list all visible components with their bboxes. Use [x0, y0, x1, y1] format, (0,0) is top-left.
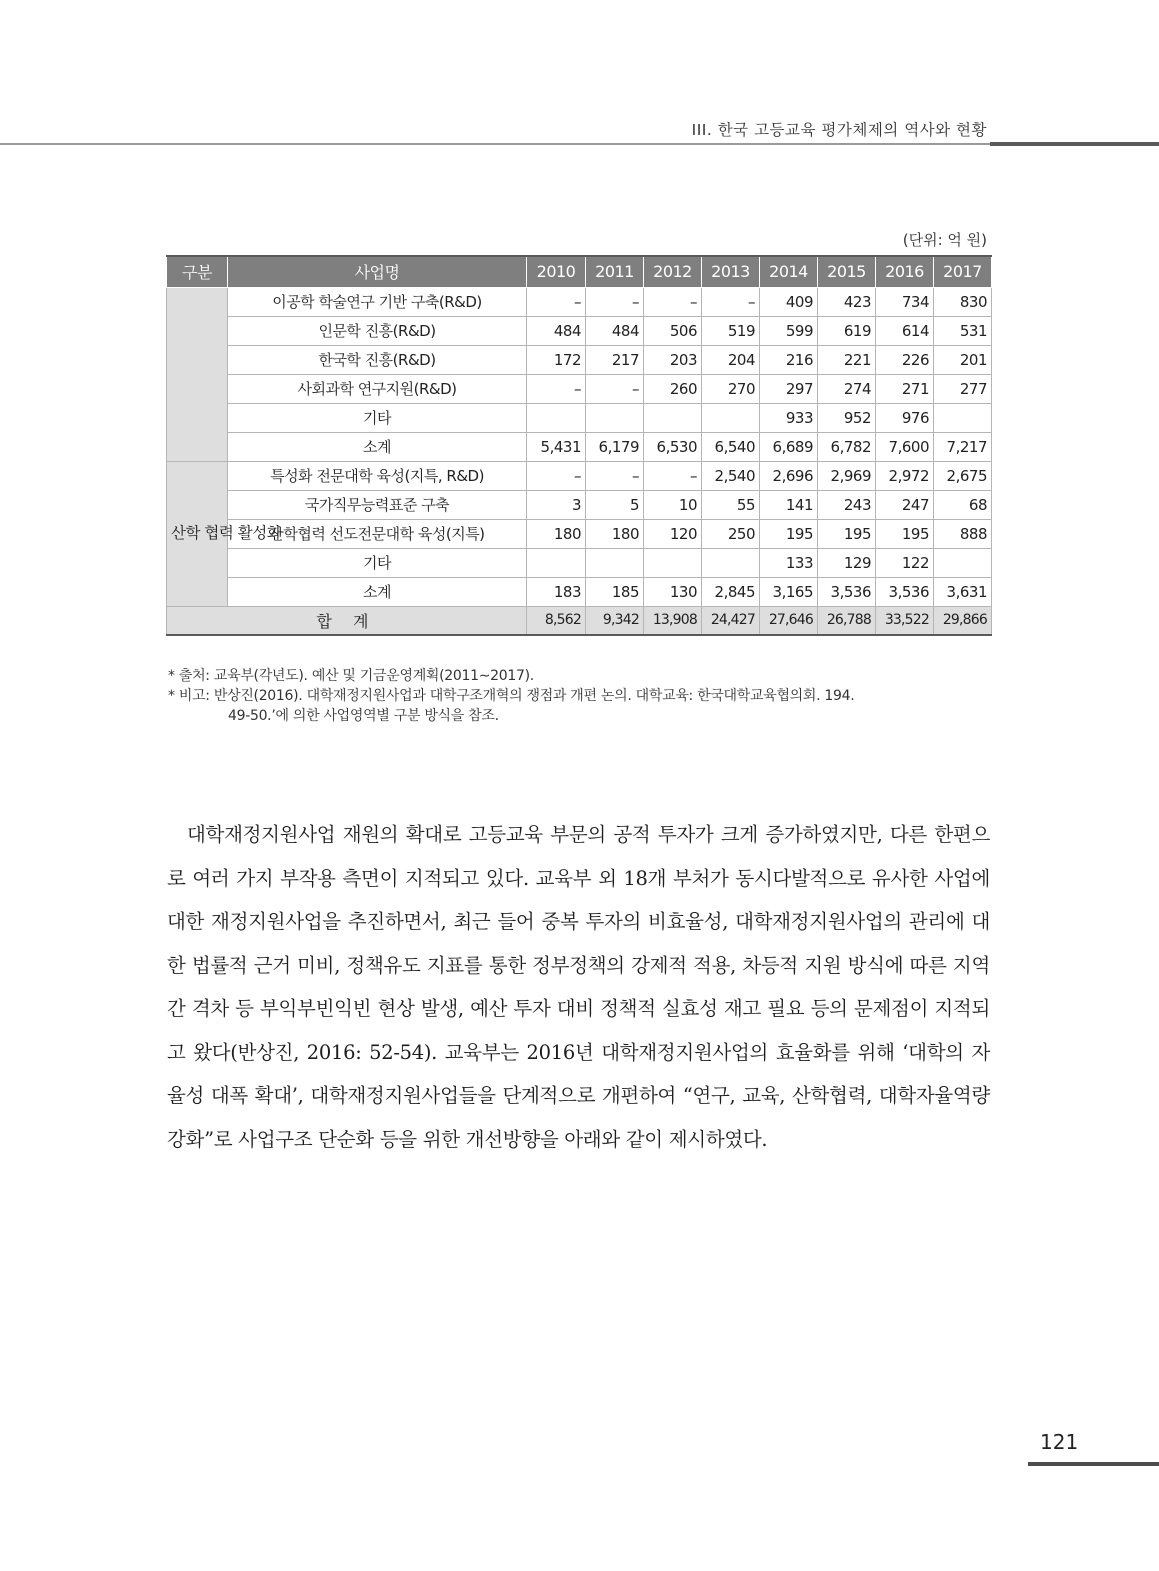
value-cell: 2,540	[702, 461, 760, 490]
value-cell	[586, 403, 644, 432]
program-name-cell: 사회과학 연구지원(R&D)	[228, 374, 527, 403]
table-row	[167, 287, 992, 316]
value-cell: 3,165	[760, 577, 818, 606]
value-cell: 976	[876, 403, 934, 432]
program-name-cell: 국가직무능력표준 구축	[228, 490, 527, 519]
program-name-cell: 소계	[228, 432, 527, 461]
column-header: 2017	[934, 256, 992, 287]
value-cell: 68	[934, 490, 992, 519]
value-cell	[934, 548, 992, 577]
value-cell	[934, 403, 992, 432]
value-cell: –	[527, 374, 586, 403]
value-cell: 734	[876, 287, 934, 316]
value-cell: 243	[818, 490, 876, 519]
table-row	[167, 403, 992, 432]
program-name-cell: 소계	[228, 577, 527, 606]
value-cell: 183	[527, 577, 586, 606]
program-name-cell: 이공학 학술연구 기반 구축(R&D)	[228, 287, 527, 316]
header-rule	[0, 143, 1159, 145]
value-cell	[702, 548, 760, 577]
value-cell: 180	[527, 519, 586, 548]
value-cell: 2,675	[934, 461, 992, 490]
value-cell: 423	[818, 287, 876, 316]
table-row	[167, 548, 992, 577]
value-cell	[527, 403, 586, 432]
header-rule-accent	[990, 142, 1159, 146]
value-cell: 172	[527, 345, 586, 374]
table-body	[167, 287, 992, 635]
total-row	[167, 606, 992, 635]
value-cell: 247	[876, 490, 934, 519]
value-cell	[644, 548, 702, 577]
value-cell: 599	[760, 316, 818, 345]
value-cell: 130	[644, 577, 702, 606]
column-header: 구분	[167, 256, 228, 287]
table-footnotes	[168, 666, 990, 726]
value-cell: 5	[586, 490, 644, 519]
value-cell: 217	[586, 345, 644, 374]
value-cell: 122	[876, 548, 934, 577]
value-cell: 180	[586, 519, 644, 548]
value-cell: 221	[818, 345, 876, 374]
value-cell: 3	[527, 490, 586, 519]
value-cell: 260	[644, 374, 702, 403]
subtotal-row	[167, 432, 992, 461]
total-value-cell: 9,342	[586, 606, 644, 635]
value-cell: 195	[760, 519, 818, 548]
value-cell: 5,431	[527, 432, 586, 461]
body-paragraph: 대학재정지원사업 재원의 확대로 고등교육 부문의 공적 투자가 크게 증가하였지만, 다른 한편으로 여러 가지 부작용 측면이 지적되고 있다. 교육부 외 18개 부처가 동시다발적으로 유사한 사업에 대한 재정지원사업을 추진하면서, 최근 들어 중복 투자의 비효율성, 대학재정지원사업의 관리에 대한 법률적 근거 미비, 정책유도 지표를 통한 정부정책의 강제적 적용, 차등적 지원 방식에 따른 지역 간 격차 등 부익부빈익빈 현상 발생, 예산 투자 대비 정책적 실효성 재고 필요 등의 문제점이 지적되고 왔다(반상진, 2016: 52-54). 교육부는 2016년 대학재정지원사업의 효율화를 위해 ‘대학의 자율성 대폭 확대’, 대학재정지원사업들을 단계적으로 개편하여 “연구, 교육, 산학협력, 대학자율역량강화”로 사업구조 단순화 등을 위한 개선방향을 아래와 같이 제시하였다.	[167, 823, 990, 1151]
value-cell: 129	[818, 548, 876, 577]
total-value-cell: 27,646	[760, 606, 818, 635]
total-value-cell: 26,788	[818, 606, 876, 635]
value-cell: 2,696	[760, 461, 818, 490]
total-value-cell: 33,522	[876, 606, 934, 635]
value-cell: 888	[934, 519, 992, 548]
value-cell: 185	[586, 577, 644, 606]
value-cell: 7,600	[876, 432, 934, 461]
value-cell	[644, 403, 702, 432]
value-cell: 271	[876, 374, 934, 403]
value-cell: 277	[934, 374, 992, 403]
total-value-cell: 29,866	[934, 606, 992, 635]
page-number-rule	[1028, 1462, 1159, 1466]
column-header: 2010	[527, 256, 586, 287]
program-name-cell: 특성화 전문대학 육성(지특, R&D)	[228, 461, 527, 490]
value-cell: –	[586, 287, 644, 316]
value-cell: 203	[644, 345, 702, 374]
value-cell: 409	[760, 287, 818, 316]
table-row	[167, 374, 992, 403]
table-row	[167, 345, 992, 374]
value-cell: 6,530	[644, 432, 702, 461]
subtotal-row	[167, 577, 992, 606]
budget-table	[166, 255, 992, 636]
table-unit-note: (단위: 억 원)	[902, 231, 987, 249]
column-header: 2016	[876, 256, 934, 287]
table-row	[167, 519, 992, 548]
value-cell: 6,689	[760, 432, 818, 461]
program-name-cell: 한국학 진흥(R&D)	[228, 345, 527, 374]
value-cell: 141	[760, 490, 818, 519]
value-cell: 133	[760, 548, 818, 577]
category-cell: 산학 협력 활성화	[167, 461, 228, 606]
footnote-note-continued: 49-50.’에 의한 사업영역별 구분 방식을 참조.	[228, 708, 499, 724]
value-cell: 3,536	[876, 577, 934, 606]
value-cell: 297	[760, 374, 818, 403]
column-header: 2015	[818, 256, 876, 287]
value-cell: 619	[818, 316, 876, 345]
value-cell: 6,782	[818, 432, 876, 461]
value-cell: 2,972	[876, 461, 934, 490]
value-cell: –	[527, 287, 586, 316]
value-cell: –	[702, 287, 760, 316]
value-cell: –	[644, 287, 702, 316]
value-cell: –	[644, 461, 702, 490]
program-name-cell: 기타	[228, 548, 527, 577]
footnote-source: * 출처: 교육부(각년도). 예산 및 기금운영계획(2011∼2017).	[168, 668, 534, 684]
value-cell: –	[586, 374, 644, 403]
value-cell: 484	[586, 316, 644, 345]
value-cell: 3,631	[934, 577, 992, 606]
program-name-cell: 산학협력 선도전문대학 육성(지특)	[228, 519, 527, 548]
table-row	[167, 490, 992, 519]
value-cell: 6,179	[586, 432, 644, 461]
value-cell: 10	[644, 490, 702, 519]
value-cell: 519	[702, 316, 760, 345]
running-header: III. 한국 고등교육 평가체제의 역사와 현황	[691, 121, 987, 139]
value-cell: 484	[527, 316, 586, 345]
value-cell: 933	[760, 403, 818, 432]
total-value-cell: 8,562	[527, 606, 586, 635]
value-cell: 270	[702, 374, 760, 403]
table-header-row	[167, 256, 992, 287]
value-cell	[586, 548, 644, 577]
column-header: 2013	[702, 256, 760, 287]
column-header: 2012	[644, 256, 702, 287]
total-label: 합 계	[167, 606, 527, 635]
category-cell	[167, 287, 228, 461]
page-number: 121	[1040, 1430, 1079, 1454]
value-cell	[527, 548, 586, 577]
column-header: 사업명	[228, 256, 527, 287]
value-cell: 830	[934, 287, 992, 316]
value-cell: 250	[702, 519, 760, 548]
table-row	[167, 316, 992, 345]
program-name-cell: 기타	[228, 403, 527, 432]
column-header: 2011	[586, 256, 644, 287]
program-name-cell: 인문학 진흥(R&D)	[228, 316, 527, 345]
value-cell: 55	[702, 490, 760, 519]
value-cell: 120	[644, 519, 702, 548]
value-cell: 195	[818, 519, 876, 548]
value-cell: 506	[644, 316, 702, 345]
total-value-cell: 13,908	[644, 606, 702, 635]
value-cell: 2,845	[702, 577, 760, 606]
value-cell: 201	[934, 345, 992, 374]
total-value-cell: 24,427	[702, 606, 760, 635]
value-cell: 195	[876, 519, 934, 548]
value-cell: 952	[818, 403, 876, 432]
value-cell: 614	[876, 316, 934, 345]
value-cell: –	[527, 461, 586, 490]
value-cell: 2,969	[818, 461, 876, 490]
footnote-note: * 비고: 반상진(2016). 대학재정지원사업과 대학구조개혁의 쟁점과 개편 논의. 대학교육: 한국대학교육협의회. 194.	[168, 688, 855, 704]
column-header: 2014	[760, 256, 818, 287]
value-cell: 7,217	[934, 432, 992, 461]
value-cell: 216	[760, 345, 818, 374]
value-cell: 226	[876, 345, 934, 374]
value-cell: 3,536	[818, 577, 876, 606]
value-cell: 6,540	[702, 432, 760, 461]
value-cell: 204	[702, 345, 760, 374]
value-cell	[702, 403, 760, 432]
value-cell: 274	[818, 374, 876, 403]
value-cell: –	[586, 461, 644, 490]
value-cell: 531	[934, 316, 992, 345]
table-row	[167, 461, 992, 490]
